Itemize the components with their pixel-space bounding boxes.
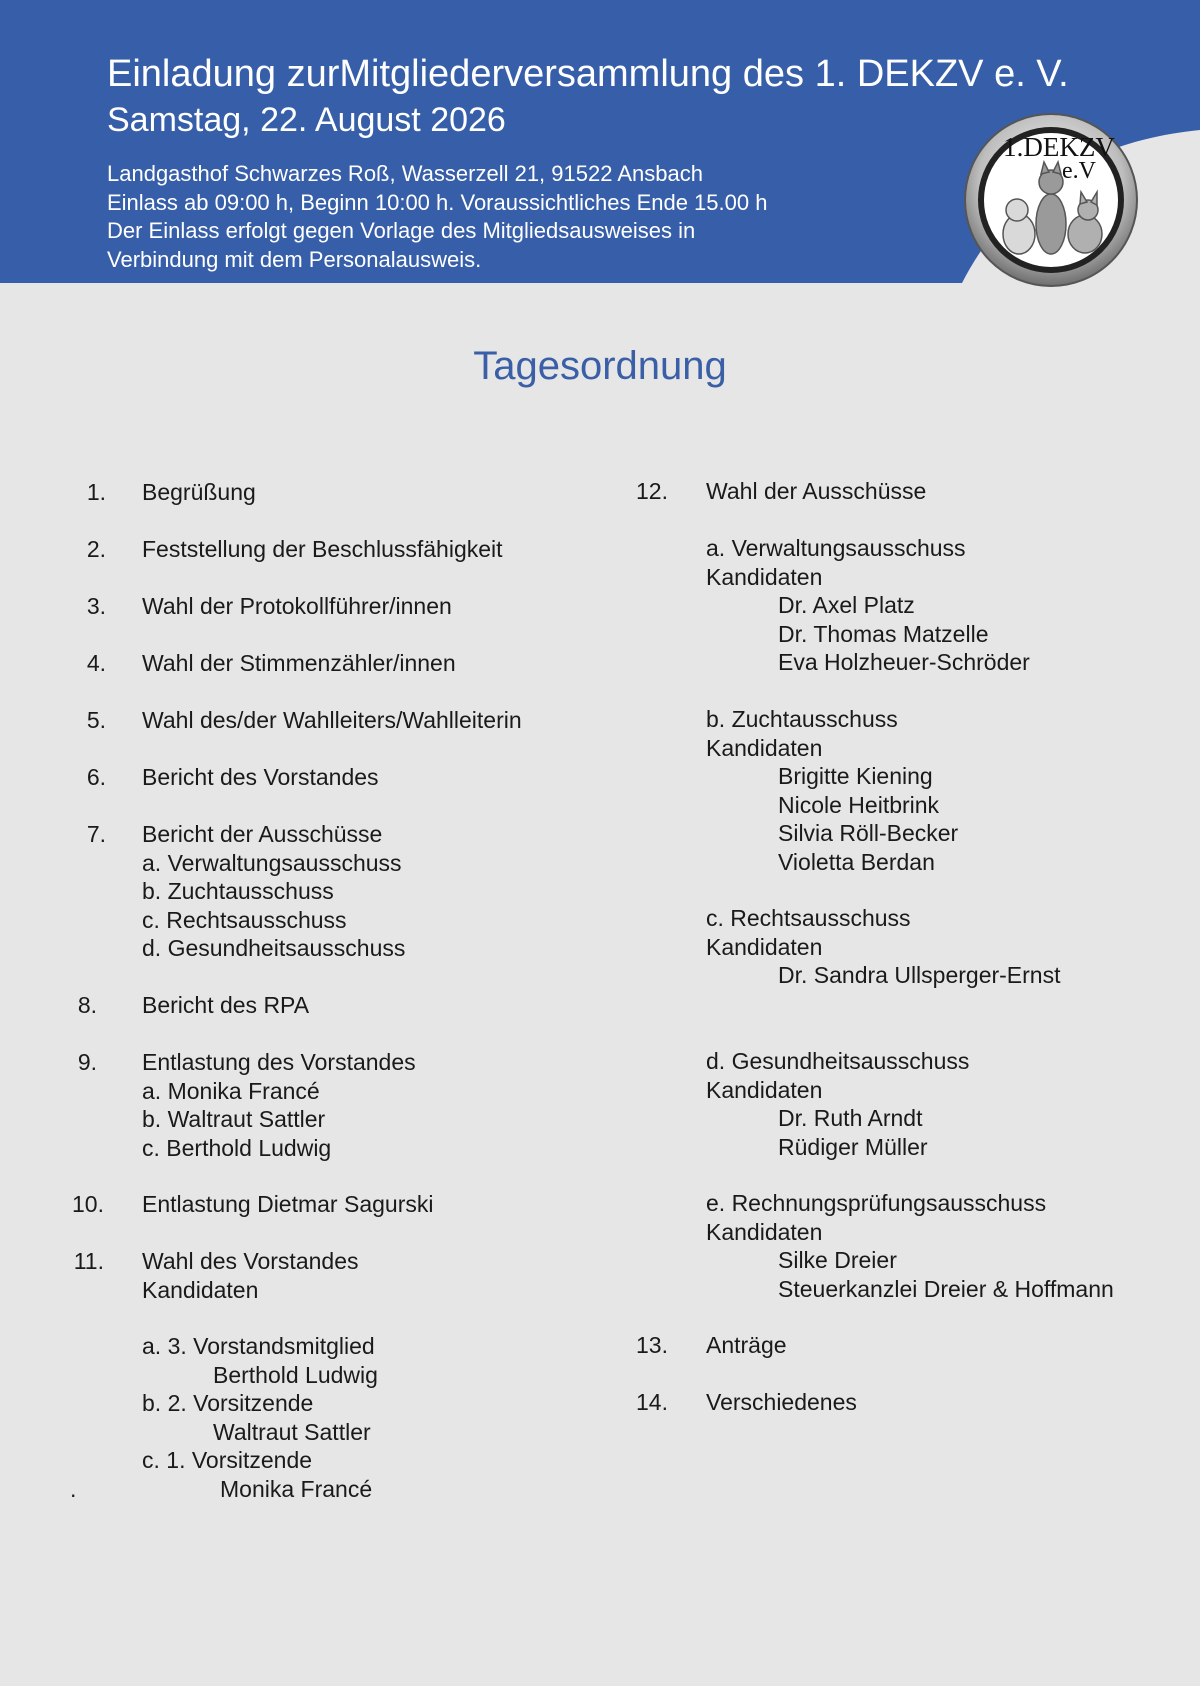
sub-item: a. 3. Vorstandsmitglied <box>142 1333 375 1359</box>
item-number: 14. <box>636 1389 668 1415</box>
admission-line-2: Verbindung mit dem Personalausweis. <box>107 246 482 272</box>
sub-item: c. Berthold Ludwig <box>142 1134 332 1161</box>
agenda-item: Anträge <box>706 1332 787 1358</box>
sub-item: c. Rechtsausschuss <box>142 906 347 933</box>
sub-item: a. Monika Francé <box>142 1077 320 1104</box>
item-number: 13. <box>636 1332 668 1358</box>
candidate-name: Waltraut Sattler <box>213 1418 371 1445</box>
logo-text-2: e.V <box>1062 158 1096 184</box>
agenda-item: Bericht der Ausschüsse <box>142 821 383 847</box>
item-number: 6. <box>86 764 106 790</box>
sub-item: b. Zuchtausschuss <box>142 878 334 904</box>
committee-heading: e. Rechnungsprüfungsausschuss <box>706 1190 1047 1216</box>
candidates-label: Kandidaten <box>706 563 823 590</box>
agenda-item: Wahl der Ausschüsse <box>706 478 927 504</box>
sub-item: c. 1. Vorsitzende <box>142 1447 313 1473</box>
candidate-name: Berthold Ludwig <box>213 1361 378 1388</box>
item-number: 3. <box>86 593 106 619</box>
sub-item: d. Gesundheitsausschuss <box>142 935 406 961</box>
event-date: Samstag, 22. August 2026 <box>107 101 506 139</box>
committee-heading: d. Gesundheitsausschuss <box>706 1048 970 1074</box>
agenda-item: Wahl der Protokollführer/innen <box>142 593 452 619</box>
agenda-item: Verschiedenes <box>706 1389 857 1415</box>
committee-heading: c. Rechtsausschuss <box>706 905 911 931</box>
candidate-name: Brigitte Kiening <box>778 763 933 789</box>
candidate-name: Monika Francé <box>220 1475 373 1502</box>
header-banner <box>0 0 1200 290</box>
agenda-item: Wahl des/der Wahlleiters/Wahlleiterin <box>142 707 522 733</box>
header-text <box>107 50 1069 274</box>
agenda-item: Bericht des Vorstandes <box>142 764 379 790</box>
item-number: 2. <box>86 536 106 562</box>
item-number: 1. <box>86 479 106 505</box>
candidates-label: Kandidaten <box>706 933 823 960</box>
item-number: 4. <box>86 650 106 676</box>
candidate-name: Silvia Röll-Becker <box>778 820 959 846</box>
item-number: 9. <box>77 1049 97 1075</box>
candidate-name: Steuerkanzlei Dreier & Hoffmann <box>778 1275 1114 1302</box>
candidates-label: Kandidaten <box>706 734 823 761</box>
sub-item: a. Verwaltungsausschuss <box>142 849 402 876</box>
candidate-name: Eva Holzheuer-Schröder <box>778 649 1030 675</box>
candidates-label: Kandidaten <box>706 1218 823 1245</box>
candidate-name: Rüdiger Müller <box>778 1133 928 1160</box>
candidates-label: Kandidaten <box>706 1076 823 1103</box>
agenda-item: Wahl der Stimmenzähler/innen <box>142 650 456 676</box>
candidate-name: Dr. Ruth Arndt <box>778 1105 923 1131</box>
sub-item: b. 2. Vorsitzende <box>142 1390 314 1416</box>
agenda-item: Feststellung der Beschlussfähigkeit <box>142 536 503 562</box>
item-number: 7. <box>86 821 106 847</box>
candidate-name: Nicole Heitbrink <box>778 791 940 818</box>
agenda-item: Bericht des RPA <box>142 992 310 1018</box>
logo-text: 1.DEKZV <box>1003 132 1115 162</box>
venue-line: Landgasthof Schwarzes Roß, Wasserzell 21, 91522 Ansbach <box>107 161 703 186</box>
committee-heading: a. Verwaltungsausschuss <box>706 535 966 561</box>
agenda-item: Begrüßung <box>142 479 256 505</box>
candidate-name: Dr. Axel Platz <box>778 592 915 618</box>
item-number: 5. <box>86 707 106 733</box>
candidate-name: Violetta Berdan <box>778 848 935 875</box>
agenda-item: Entlastung des Vorstandes <box>142 1049 416 1075</box>
committee-heading: b. Zuchtausschuss <box>706 706 898 732</box>
candidate-name: Dr. Sandra Ullsperger-Ernst <box>778 962 1061 988</box>
candidate-name: Silke Dreier <box>778 1247 897 1273</box>
item-number: 11. <box>73 1248 104 1274</box>
agenda-item: Entlastung Dietmar Sagurski <box>142 1191 434 1217</box>
invitation-title: Einladung zurMitgliederversammlung des 1. DEKZV e. V. <box>107 53 1069 95</box>
sub-item: b. Waltraut Sattler <box>142 1106 326 1132</box>
agenda-title: Tagesordnung <box>473 344 727 388</box>
admission-line: Der Einlass erfolgt gegen Vorlage des Mitgliedsausweises in <box>107 218 696 243</box>
agenda-item: Wahl des Vorstandes <box>142 1248 359 1274</box>
club-logo <box>963 112 1139 288</box>
item-number: 8. <box>77 992 97 1018</box>
item-number: 10. <box>72 1191 104 1217</box>
candidate-name: Dr. Thomas Matzelle <box>778 620 989 647</box>
stray-dot: . <box>70 1475 77 1502</box>
event-info <box>107 160 1069 274</box>
candidates-label: Kandidaten <box>142 1276 259 1303</box>
time-line: Einlass ab 09:00 h, Beginn 10:00 h. Voraussichtliches Ende 15.00 h <box>107 189 768 215</box>
item-number: 12. <box>636 478 668 504</box>
